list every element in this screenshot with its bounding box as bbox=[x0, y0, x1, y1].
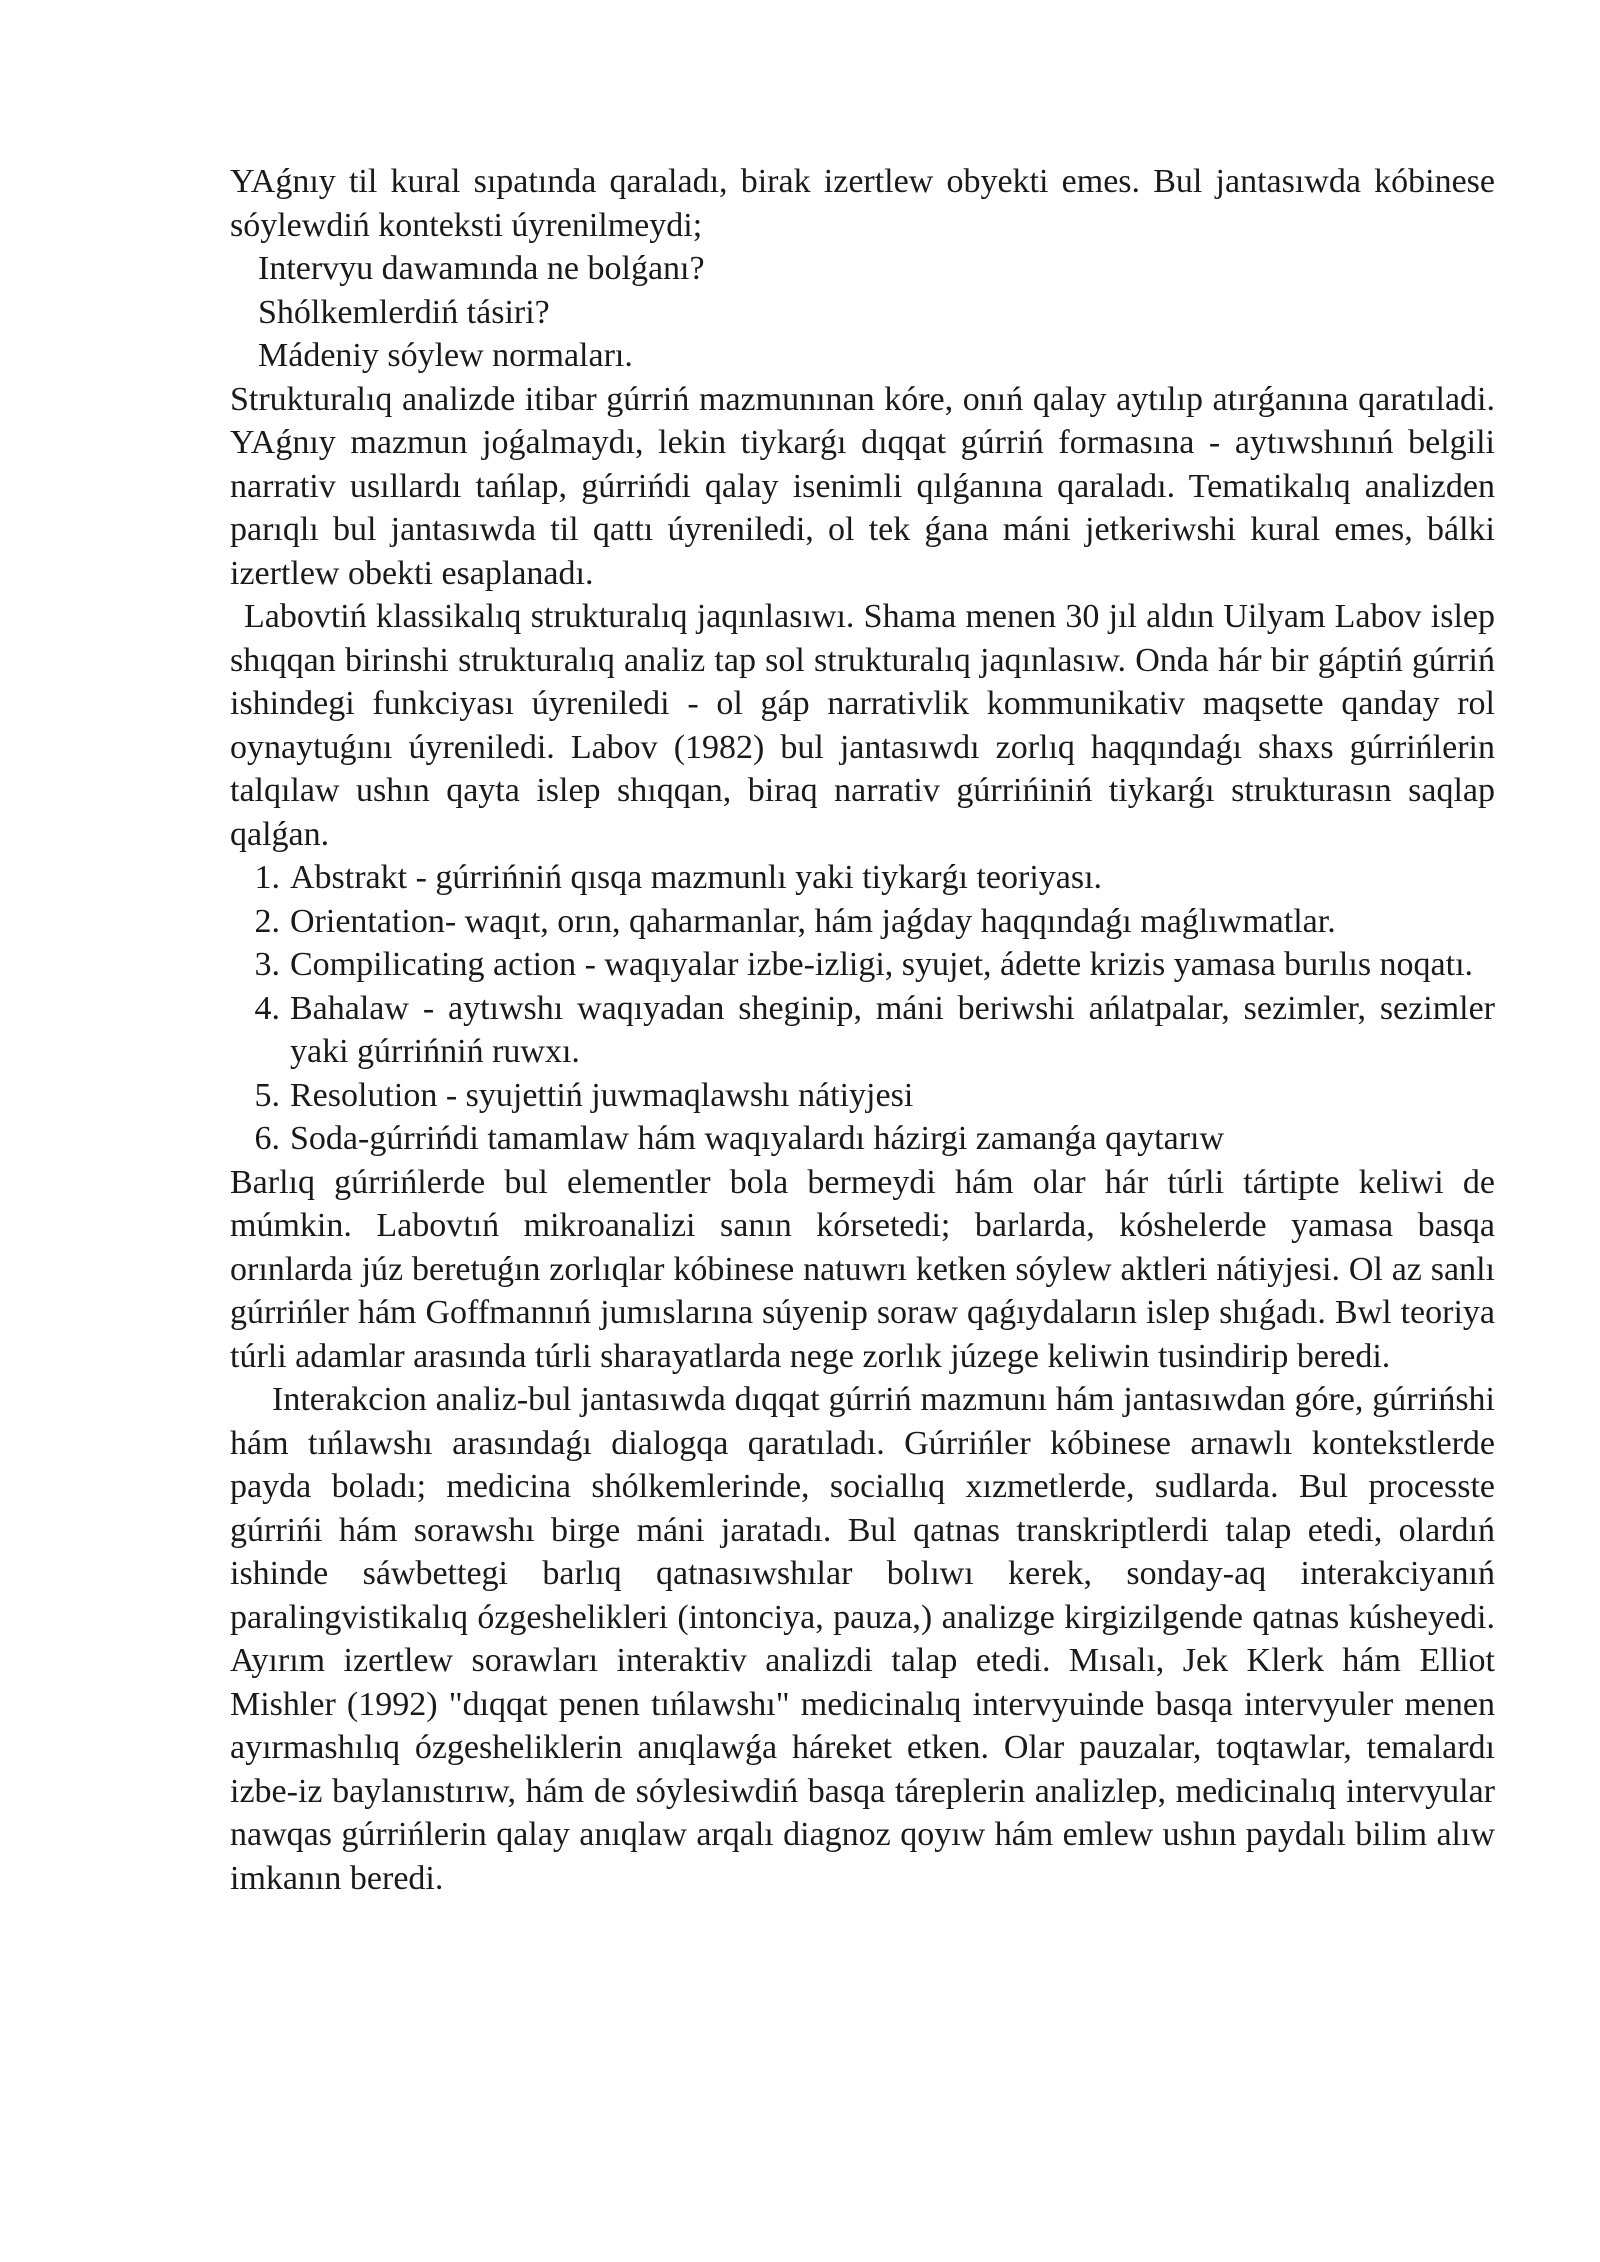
list-number: 5. bbox=[254, 1076, 280, 1114]
list-item bbox=[230, 900, 1495, 944]
list-text: Abstrakt - gúrrińniń qısqa mazmunlı yaki tiykarǵı teoriyası. bbox=[290, 859, 1103, 896]
question-line-2: Shólkemlerdiń tásiri? bbox=[258, 293, 550, 331]
list-text: Bahalaw - aytıwshı waqıyadan sheginip, máni beriwshi ańlatpalar, sezimler, sezimler yaki gúrrińniń ruwxı. bbox=[290, 989, 1495, 1070]
list-number: 6. bbox=[254, 1120, 280, 1157]
list-number: 3. bbox=[254, 946, 280, 983]
intro-paragraph: YAǵnıy til kural sıpatında qaraladı, birak izertlew obyekti emes. Bul jantasıwda kóbinese sóylewdiń konteksti úyrenilmeydi; bbox=[230, 163, 1495, 244]
list-item bbox=[230, 1117, 1495, 1161]
list-text: Compilicating action - waqıyalar izbe-izligi, syujet, ádette krizis yamasa burılıs noqatı. bbox=[290, 946, 1474, 983]
interactional-analysis-paragraph: Interakcion analiz-bul jantasıwda dıqqat gúrriń mazmunı hám jantasıwdan góre, gúrrińshi hám tıńlawshı arasındaǵı dialogqa qaratıladı. Gúrrińler kóbinese arnawlı kontekstlerde payda boladı; medicina shólkemlerinde, sociallıq xızmetlerde, sudlarda. Bul processte gúrrińi hám sorawshı birge máni jaratadı. Bul qatnas transkriptlerdi talap etedi, olardıń ishinde sáwbettegi barlıq qatnasıwshılar bolıwı kerek, sonday-aq interakciyanıń paralingvistikalıq ózgeshelikleri (intonciya, pauza,) analizge kirgizilgende qatnas kúsheyedi. Ayırım izertlew sorawları interaktiv analizdi talap etedi. Mısalı, Jek Klerk hám Elliot Mishler (1992) "dıqqat penen tıńlawshı" medicinalıq intervyuinde basqa intervyuler menen ayırmashılıq ózgesheliklerin anıqlawǵa háreket etken. Olar pauzalar, toqtawlar, temalardı izbe-iz baylanıstırıw, hám de sóylesiwdiń basqa táreplerin analizlep, medicinalıq intervyular nawqas gúrrińlerin qalay anıqlaw arqalı diagnoz qoyıw hám emlew ushın paydalı bilim alıw imkanın beredi. bbox=[230, 1381, 1495, 1897]
list-number: 2. bbox=[254, 902, 280, 940]
question-line-1: Intervyu dawamında ne bolǵanı? bbox=[258, 250, 705, 287]
document-page bbox=[230, 160, 1495, 1900]
question-line-3: Mádeniy sóylew normaları. bbox=[258, 337, 633, 374]
list-text: Resolution - syujettiń juwmaqlawshı nátiyjesi bbox=[290, 1076, 914, 1114]
labov-paragraph: Labovtiń klassikalıq strukturalıq jaqınlasıwı. Shama menen 30 jıl aldın Uilyam Labov islep shıqqan birinshi strukturalıq analiz tap sol strukturalıq jaqınlasıw. Onda hár bir gáptiń gúrriń ishindegi funkciyası úyreniledi - ol gáp narrativlik kommunikativ maqsette qanday rol oynaytuǵını úyreniledi. Labov (1982) bul jantasıwdı zorlıq haqqındaǵı shaxs gúrrińlerin talqılaw ushın qayta islep shıqqan, biraq narrativ gúrrińiniń tiykarǵı strukturasın saqlap qalǵan. bbox=[230, 598, 1495, 853]
list-item bbox=[230, 856, 1495, 900]
list-text: Orientation- waqıt, orın, qaharmanlar, hám jaǵday haqqındaǵı maǵlıwmatlar. bbox=[290, 902, 1336, 940]
list-item bbox=[230, 943, 1495, 987]
labov-microanalysis-paragraph: Barlıq gúrrińlerde bul elementler bola bermeydi hám olar hár túrli tártipte keliwi de múmkin. Labovtıń mikroanalizi sanın kórsetedi; barlarda, kóshelerde yamasa basqa orınlarda júz beretuǵın zorlıqlar kóbinese natuwrı ketken sóylew aktleri nátiyjesi. Ol az sanlı gúrrińler hám Goffmannıń jumıslarına súyenip soraw qaǵıydaların islep shıǵadı. Bwl teoriya túrli adamlar arasında túrli sharayatlarda nege zorlık júzege keliwin tusindirip beredi. bbox=[230, 1163, 1495, 1375]
narrative-elements-list bbox=[230, 856, 1495, 1161]
list-text: Soda-gúrrińdi tamamlaw hám waqıyalardı házirgi zamanǵa qaytarıw bbox=[290, 1120, 1225, 1157]
structural-analysis-paragraph: Strukturalıq analizde itibar gúrriń mazmunınan kóre, onıń qalay aytılıp atırǵanına qaratıladi. YAǵnıy mazmun joǵalmaydı, lekin tiykarǵı dıqqat gúrriń formasına - aytıwshınıń belgili narrativ usıllardı tańlap, gúrrińdi qalay isenimli qılǵanına qaraladı. Tematikalıq analizden parıqlı bul jantasıwda til qattı úyreniledi, ol tek ǵana máni jetkeriwshi kural emes, bálki izertlew obekti esaplanadı. bbox=[230, 380, 1495, 592]
list-number: 4. bbox=[254, 989, 280, 1027]
list-item bbox=[230, 1074, 1495, 1118]
list-number: 1. bbox=[254, 859, 280, 896]
list-item bbox=[230, 987, 1495, 1074]
